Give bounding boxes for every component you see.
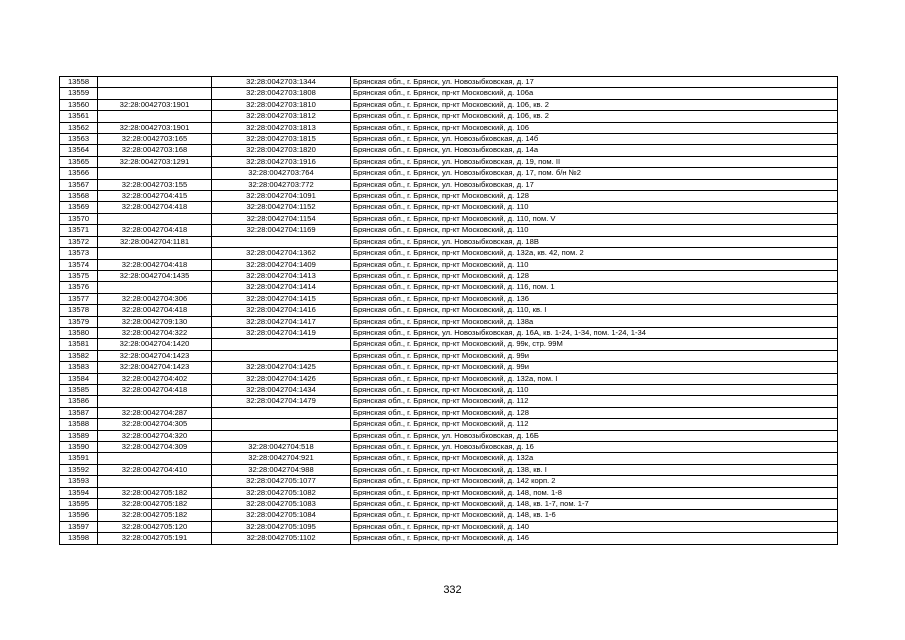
table-row [60, 521, 838, 532]
row-number-cell: 13589 [60, 430, 98, 441]
table-row [60, 327, 838, 338]
address-cell: Брянская обл., г. Брянск, пр-кт Московский, д. 140 [351, 521, 838, 532]
row-number-cell: 13582 [60, 350, 98, 361]
parent-cadastral-number-cell: 32:28:0042704:402 [98, 373, 212, 384]
parent-cadastral-number-cell: 32:28:0042704:1423 [98, 362, 212, 373]
address-cell: Брянская обл., г. Брянск, пр-кт Московский, д. 106а [351, 88, 838, 99]
address-cell: Брянская обл., г. Брянск, пр-кт Московский, д. 110, кв. I [351, 305, 838, 316]
table-row [60, 464, 838, 475]
address-cell: Брянская обл., г. Брянск, пр-кт Московский, д. 128 [351, 407, 838, 418]
address-cell: Брянская обл., г. Брянск, пр-кт Московский, д. 146 [351, 533, 838, 544]
address-cell: Брянская обл., г. Брянск, ул. Новозыбковская, д. 19, пом. II [351, 156, 838, 167]
cadastral-number-cell [212, 236, 351, 247]
address-cell: Брянская обл., г. Брянск, пр-кт Московский, д. 116, пом. 1 [351, 282, 838, 293]
parent-cadastral-number-cell: 32:28:0042704:415 [98, 191, 212, 202]
table-row [60, 122, 838, 133]
parent-cadastral-number-cell: 32:28:0042704:1435 [98, 270, 212, 281]
row-number-cell: 13581 [60, 339, 98, 350]
address-cell: Брянская обл., г. Брянск, пр-кт Московский, д. 106, кв. 2 [351, 99, 838, 110]
cadastral-number-cell [212, 430, 351, 441]
address-cell: Брянская обл., г. Брянск, пр-кт Московский, д. 106, кв. 2 [351, 111, 838, 122]
address-cell: Брянская обл., г. Брянск, пр-кт Московский, д. 148, кв. 1-7, пом. 1-7 [351, 499, 838, 510]
cadastral-number-cell: 32:28:0042705:1102 [212, 533, 351, 544]
cadastral-number-cell: 32:28:0042703:1815 [212, 134, 351, 145]
cadastral-number-cell: 32:28:0042704:1426 [212, 373, 351, 384]
row-number-cell: 13591 [60, 453, 98, 464]
row-number-cell: 13596 [60, 510, 98, 521]
row-number-cell: 13578 [60, 305, 98, 316]
address-cell: Брянская обл., г. Брянск, ул. Новозыбковская, д. 14а [351, 145, 838, 156]
address-cell: Брянская обл., г. Брянск, пр-кт Московский, д. 110 [351, 202, 838, 213]
row-number-cell: 13562 [60, 122, 98, 133]
table-row [60, 213, 838, 224]
row-number-cell: 13597 [60, 521, 98, 532]
table-row [60, 145, 838, 156]
table-row [60, 179, 838, 190]
parent-cadastral-number-cell: 32:28:0042703:1901 [98, 122, 212, 133]
cadastral-number-cell: 32:28:0042704:1419 [212, 327, 351, 338]
parent-cadastral-number-cell: 32:28:0042704:418 [98, 384, 212, 395]
parent-cadastral-number-cell: 32:28:0042704:320 [98, 430, 212, 441]
parent-cadastral-number-cell: 32:28:0042703:1291 [98, 156, 212, 167]
table-row [60, 248, 838, 259]
row-number-cell: 13566 [60, 168, 98, 179]
row-number-cell: 13590 [60, 442, 98, 453]
row-number-cell: 13598 [60, 533, 98, 544]
table-row [60, 373, 838, 384]
row-number-cell: 13577 [60, 293, 98, 304]
table-row [60, 134, 838, 145]
cadastral-number-cell: 32:28:0042704:1479 [212, 396, 351, 407]
cadastral-number-cell: 32:28:0042704:1417 [212, 316, 351, 327]
address-cell: Брянская обл., г. Брянск, пр-кт Московский, д. 110 [351, 384, 838, 395]
table-row [60, 168, 838, 179]
address-cell: Брянская обл., г. Брянск, пр-кт Московский, д. 138а [351, 316, 838, 327]
address-cell: Брянская обл., г. Брянск, ул. Новозыбковская, д. 16Б [351, 430, 838, 441]
cadastral-table [59, 76, 838, 545]
parent-cadastral-number-cell: 32:28:0042704:287 [98, 407, 212, 418]
address-cell: Брянская обл., г. Брянск, ул. Новозыбковская, д. 18В [351, 236, 838, 247]
parent-cadastral-number-cell: 32:28:0042705:182 [98, 487, 212, 498]
cadastral-number-cell: 32:28:0042704:921 [212, 453, 351, 464]
cadastral-number-cell [212, 407, 351, 418]
parent-cadastral-number-cell: 32:28:0042703:155 [98, 179, 212, 190]
row-number-cell: 13586 [60, 396, 98, 407]
table-row [60, 305, 838, 316]
table-row [60, 282, 838, 293]
row-number-cell: 13571 [60, 225, 98, 236]
address-cell: Брянская обл., г. Брянск, ул. Новозыбковская, д. 16А, кв. 1-24, 1-34, пом. 1-24, 1-34 [351, 327, 838, 338]
address-cell: Брянская обл., г. Брянск, пр-кт Московский, д. 132а, кв. 42, пом. 2 [351, 248, 838, 259]
table-row [60, 293, 838, 304]
parent-cadastral-number-cell: 32:28:0042704:322 [98, 327, 212, 338]
row-number-cell: 13565 [60, 156, 98, 167]
address-cell: Брянская обл., г. Брянск, пр-кт Московский, д. 148, пом. 1-8 [351, 487, 838, 498]
row-number-cell: 13559 [60, 88, 98, 99]
address-cell: Брянская обл., г. Брянск, ул. Новозыбковская, д. 17, пом. б/н №2 [351, 168, 838, 179]
cadastral-number-cell: 32:28:0042703:1916 [212, 156, 351, 167]
row-number-cell: 13561 [60, 111, 98, 122]
table-row [60, 396, 838, 407]
table-row [60, 407, 838, 418]
cadastral-number-cell: 32:28:0042705:1084 [212, 510, 351, 521]
row-number-cell: 13569 [60, 202, 98, 213]
row-number-cell: 13592 [60, 464, 98, 475]
row-number-cell: 13583 [60, 362, 98, 373]
address-cell: Брянская обл., г. Брянск, пр-кт Московский, д. 148, кв. 1-6 [351, 510, 838, 521]
address-cell: Брянская обл., г. Брянск, пр-кт Московский, д. 106 [351, 122, 838, 133]
parent-cadastral-number-cell [98, 282, 212, 293]
table-row [60, 202, 838, 213]
cadastral-number-cell: 32:28:0042703:1344 [212, 77, 351, 88]
parent-cadastral-number-cell [98, 453, 212, 464]
table-row [60, 191, 838, 202]
table-row [60, 362, 838, 373]
address-cell: Брянская обл., г. Брянск, пр-кт Московский, д. 112 [351, 396, 838, 407]
parent-cadastral-number-cell [98, 396, 212, 407]
table-row [60, 88, 838, 99]
cadastral-number-cell: 32:28:0042704:1416 [212, 305, 351, 316]
row-number-cell: 13585 [60, 384, 98, 395]
cadastral-number-cell: 32:28:0042704:1414 [212, 282, 351, 293]
table-row [60, 111, 838, 122]
row-number-cell: 13584 [60, 373, 98, 384]
address-cell: Брянская обл., г. Брянск, пр-кт Московский, д. 128 [351, 191, 838, 202]
parent-cadastral-number-cell: 32:28:0042704:309 [98, 442, 212, 453]
cadastral-number-cell: 32:28:0042703:1813 [212, 122, 351, 133]
cadastral-number-cell: 32:28:0042704:1415 [212, 293, 351, 304]
table-row [60, 316, 838, 327]
cadastral-number-cell: 32:28:0042705:1077 [212, 476, 351, 487]
table-row [60, 499, 838, 510]
cadastral-number-cell: 32:28:0042704:988 [212, 464, 351, 475]
cadastral-number-cell: 32:28:0042704:518 [212, 442, 351, 453]
parent-cadastral-number-cell: 32:28:0042704:1420 [98, 339, 212, 350]
address-cell: Брянская обл., г. Брянск, пр-кт Московский, д. 112 [351, 419, 838, 430]
table-row [60, 350, 838, 361]
parent-cadastral-number-cell [98, 168, 212, 179]
address-cell: Брянская обл., г. Брянск, ул. Новозыбковская, д. 17 [351, 179, 838, 190]
table-row [60, 259, 838, 270]
table-row [60, 156, 838, 167]
address-cell: Брянская обл., г. Брянск, ул. Новозыбковская, д. 16 [351, 442, 838, 453]
parent-cadastral-number-cell: 32:28:0042703:1901 [98, 99, 212, 110]
address-cell: Брянская обл., г. Брянск, пр-кт Московский, д. 132а, пом. I [351, 373, 838, 384]
parent-cadastral-number-cell [98, 213, 212, 224]
row-number-cell: 13564 [60, 145, 98, 156]
page-number: 332 [443, 584, 462, 596]
cadastral-number-cell: 32:28:0042704:1409 [212, 259, 351, 270]
table-row [60, 99, 838, 110]
parent-cadastral-number-cell: 32:28:0042705:182 [98, 499, 212, 510]
table-row [60, 487, 838, 498]
table-row [60, 384, 838, 395]
parent-cadastral-number-cell: 32:28:0042704:1181 [98, 236, 212, 247]
row-number-cell: 13572 [60, 236, 98, 247]
cadastral-number-cell: 32:28:0042704:1413 [212, 270, 351, 281]
cadastral-number-cell: 32:28:0042703:1820 [212, 145, 351, 156]
address-cell: Брянская обл., г. Брянск, пр-кт Московский, д. 110 [351, 259, 838, 270]
cadastral-number-cell: 32:28:0042704:1169 [212, 225, 351, 236]
parent-cadastral-number-cell: 32:28:0042709:130 [98, 316, 212, 327]
table-row [60, 339, 838, 350]
table-row [60, 533, 838, 544]
address-cell: Брянская обл., г. Брянск, пр-кт Московский, д. 99к, стр. 99М [351, 339, 838, 350]
parent-cadastral-number-cell: 32:28:0042704:305 [98, 419, 212, 430]
cadastral-number-cell: 32:28:0042703:1808 [212, 88, 351, 99]
table-row [60, 270, 838, 281]
cadastral-number-cell: 32:28:0042705:1083 [212, 499, 351, 510]
cadastral-number-cell: 32:28:0042705:1082 [212, 487, 351, 498]
parent-cadastral-number-cell: 32:28:0042704:410 [98, 464, 212, 475]
parent-cadastral-number-cell: 32:28:0042705:191 [98, 533, 212, 544]
table-row [60, 236, 838, 247]
parent-cadastral-number-cell: 32:28:0042705:182 [98, 510, 212, 521]
row-number-cell: 13567 [60, 179, 98, 190]
cadastral-number-cell: 32:28:0042703:764 [212, 168, 351, 179]
table-row [60, 510, 838, 521]
cadastral-number-cell: 32:28:0042703:772 [212, 179, 351, 190]
table-body [60, 77, 838, 545]
table-row [60, 476, 838, 487]
row-number-cell: 13563 [60, 134, 98, 145]
address-cell: Брянская обл., г. Брянск, ул. Новозыбковская, д. 17 [351, 77, 838, 88]
row-number-cell: 13560 [60, 99, 98, 110]
row-number-cell: 13574 [60, 259, 98, 270]
parent-cadastral-number-cell: 32:28:0042703:168 [98, 145, 212, 156]
parent-cadastral-number-cell: 32:28:0042704:1423 [98, 350, 212, 361]
table-row [60, 225, 838, 236]
cadastral-number-cell: 32:28:0042704:1362 [212, 248, 351, 259]
table-row [60, 77, 838, 88]
cadastral-number-cell: 32:28:0042704:1154 [212, 213, 351, 224]
cadastral-number-cell: 32:28:0042704:1425 [212, 362, 351, 373]
row-number-cell: 13594 [60, 487, 98, 498]
table-row [60, 419, 838, 430]
row-number-cell: 13580 [60, 327, 98, 338]
cadastral-number-cell: 32:28:0042704:1152 [212, 202, 351, 213]
parent-cadastral-number-cell [98, 111, 212, 122]
parent-cadastral-number-cell: 32:28:0042705:120 [98, 521, 212, 532]
cadastral-number-cell: 32:28:0042705:1095 [212, 521, 351, 532]
parent-cadastral-number-cell: 32:28:0042704:418 [98, 305, 212, 316]
row-number-cell: 13558 [60, 77, 98, 88]
address-cell: Брянская обл., г. Брянск, пр-кт Московский, д. 99и [351, 350, 838, 361]
address-cell: Брянская обл., г. Брянск, пр-кт Московский, д. 136 [351, 293, 838, 304]
parent-cadastral-number-cell [98, 476, 212, 487]
address-cell: Брянская обл., г. Брянск, пр-кт Московский, д. 110 [351, 225, 838, 236]
parent-cadastral-number-cell [98, 77, 212, 88]
address-cell: Брянская обл., г. Брянск, пр-кт Московский, д. 128 [351, 270, 838, 281]
parent-cadastral-number-cell [98, 88, 212, 99]
parent-cadastral-number-cell: 32:28:0042704:418 [98, 225, 212, 236]
row-number-cell: 13593 [60, 476, 98, 487]
address-cell: Брянская обл., г. Брянск, пр-кт Московский, д. 132а [351, 453, 838, 464]
table-row [60, 430, 838, 441]
cadastral-number-cell: 32:28:0042704:1434 [212, 384, 351, 395]
row-number-cell: 13587 [60, 407, 98, 418]
row-number-cell: 13595 [60, 499, 98, 510]
row-number-cell: 13570 [60, 213, 98, 224]
address-cell: Брянская обл., г. Брянск, пр-кт Московский, д. 110, пом. V [351, 213, 838, 224]
row-number-cell: 13588 [60, 419, 98, 430]
parent-cadastral-number-cell: 32:28:0042703:165 [98, 134, 212, 145]
parent-cadastral-number-cell [98, 248, 212, 259]
row-number-cell: 13568 [60, 191, 98, 202]
address-cell: Брянская обл., г. Брянск, пр-кт Московский, д. 138, кв. I [351, 464, 838, 475]
row-number-cell: 13575 [60, 270, 98, 281]
cadastral-number-cell [212, 419, 351, 430]
cadastral-number-cell: 32:28:0042703:1810 [212, 99, 351, 110]
row-number-cell: 13573 [60, 248, 98, 259]
row-number-cell: 13576 [60, 282, 98, 293]
cadastral-number-cell: 32:28:0042704:1091 [212, 191, 351, 202]
address-cell: Брянская обл., г. Брянск, пр-кт Московский, д. 142 корп. 2 [351, 476, 838, 487]
table-row [60, 453, 838, 464]
parent-cadastral-number-cell: 32:28:0042704:418 [98, 259, 212, 270]
cadastral-number-cell [212, 339, 351, 350]
parent-cadastral-number-cell: 32:28:0042704:306 [98, 293, 212, 304]
row-number-cell: 13579 [60, 316, 98, 327]
parent-cadastral-number-cell: 32:28:0042704:418 [98, 202, 212, 213]
address-cell: Брянская обл., г. Брянск, пр-кт Московский, д. 99и [351, 362, 838, 373]
table-row [60, 442, 838, 453]
cadastral-number-cell: 32:28:0042703:1812 [212, 111, 351, 122]
cadastral-number-cell [212, 350, 351, 361]
address-cell: Брянская обл., г. Брянск, ул. Новозыбковская, д. 14б [351, 134, 838, 145]
